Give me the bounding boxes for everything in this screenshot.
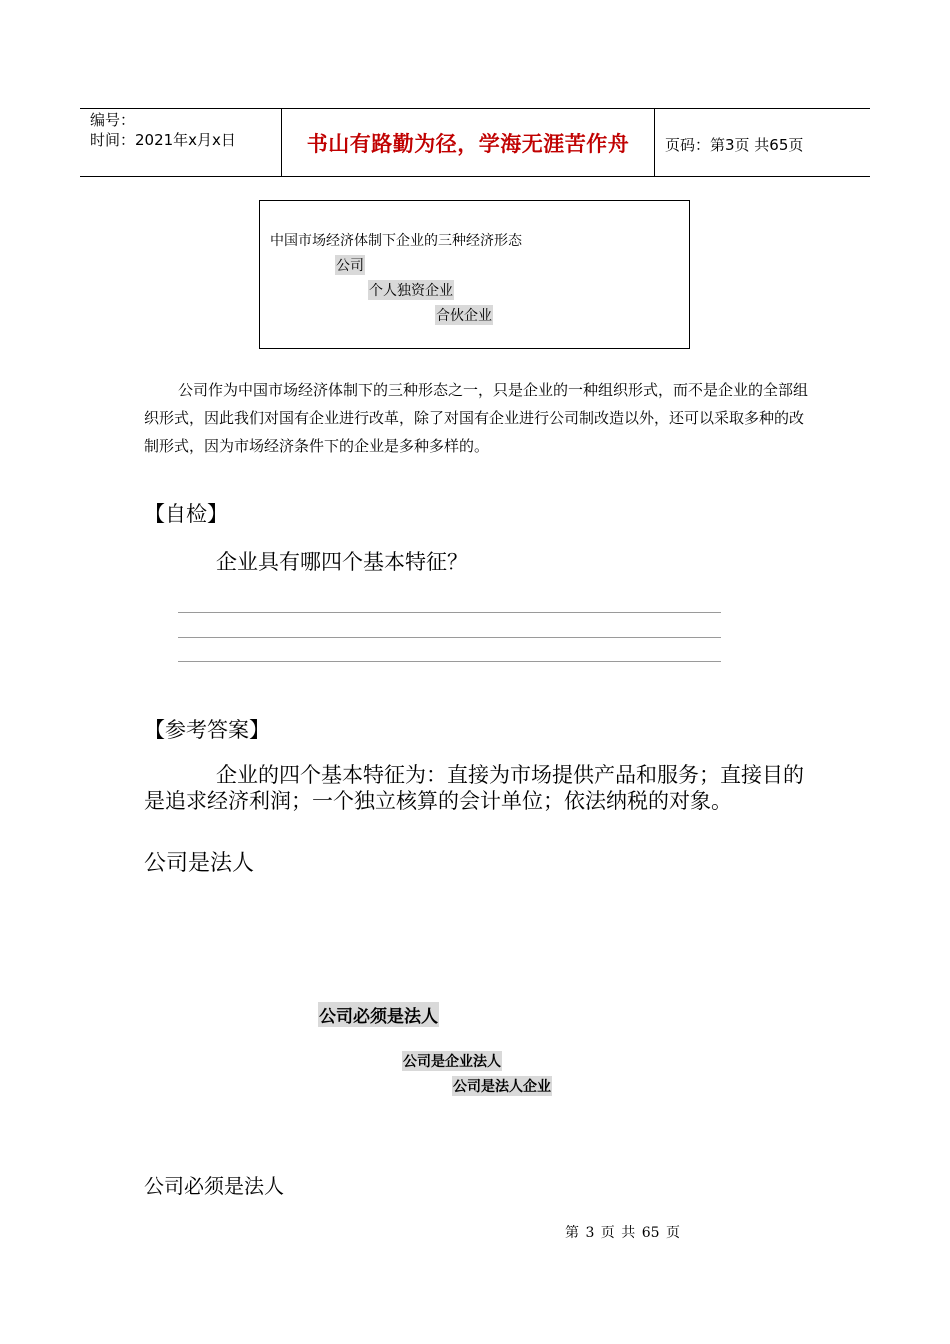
- section-title: 公司是法人: [144, 851, 255, 876]
- reference-answer: 企业的四个基本特征为：直接为市场提供产品和服务；直接目的是追求经济利润；一个独立核算的会计单位；依法纳税的对象。: [144, 763, 804, 813]
- answer-line: [178, 661, 721, 662]
- diagram1-item-sole-proprietorship: 个人独资企业: [368, 280, 454, 300]
- header-time-label: 时间：2021年x月x日: [90, 131, 236, 149]
- diagram1-item-partnership: 合伙企业: [435, 305, 493, 325]
- diagram-box-enterprise-forms: [259, 200, 690, 349]
- diagram1-item-company: 公司: [335, 255, 365, 275]
- header-number-label: 编号：: [90, 111, 136, 129]
- closing-heading: 公司必须是法人: [144, 1174, 284, 1198]
- header-motto: 书山有路勤为径，学海无涯苦作舟: [306, 132, 630, 156]
- diagram2-item-legal-person-enterprise: 公司是法人企业: [452, 1076, 552, 1096]
- header-bottom-rule: [80, 176, 870, 177]
- self-check-heading: 【自检】: [144, 502, 228, 526]
- reference-heading: 【参考答案】: [144, 718, 270, 742]
- header-page-info: 页码：第3页 共65页: [665, 136, 804, 154]
- body-paragraph: 公司作为中国市场经济体制下的三种形态之一，只是企业的一种组织形式，而不是企业的全部组织形式，因此我们对国有企业进行改革，除了对国有企业进行公司制改造以外，还可以采取多种的改制形式，因为市场经济条件下的企业是多种多样的。: [144, 381, 809, 455]
- answer-line: [178, 637, 721, 638]
- diagram2-title: 公司必须是法人: [318, 1002, 439, 1027]
- header-top-rule: [80, 108, 870, 109]
- diagram2-item-enterprise-legal-person: 公司是企业法人: [402, 1051, 502, 1071]
- page-footer: 第 3 页 共 65 页: [565, 1225, 680, 1241]
- diagram1-title: 中国市场经济体制下企业的三种经济形态: [270, 233, 522, 249]
- answer-line: [178, 612, 721, 613]
- self-check-question: 企业具有哪四个基本特征？: [216, 550, 468, 574]
- header-divider-right: [654, 108, 655, 176]
